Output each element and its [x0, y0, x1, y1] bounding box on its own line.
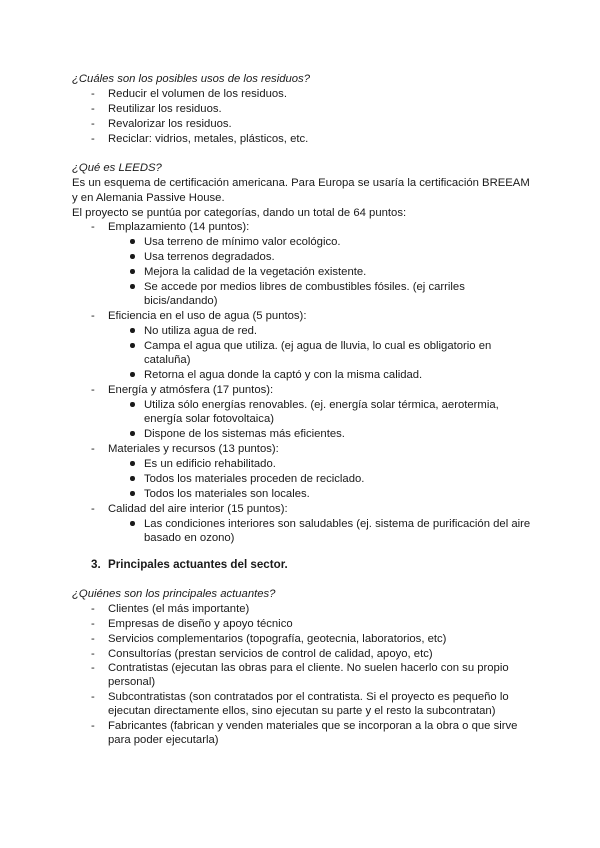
dash-bullet: - [91, 603, 95, 615]
list-item-continuation: para poder ejecutarla) [108, 734, 219, 746]
section-title: Principales actuantes del sector. [108, 558, 288, 571]
question-actuantes: ¿Quiénes son los principales actuantes? [72, 588, 276, 600]
list-item: Es un edificio rehabilitado. [144, 458, 276, 470]
list-item: Todos los materiales son locales. [144, 488, 310, 500]
section-number: 3. [91, 558, 101, 571]
dash-bullet: - [91, 691, 95, 703]
category-label: Calidad del aire interior (15 puntos): [108, 503, 288, 515]
list-item-continuation: energía solar fotovoltaica) [144, 413, 274, 425]
dash-bullet: - [91, 503, 95, 515]
list-item: Las condiciones interiores son saludables (ej. sistema de purificación del aire [144, 518, 531, 530]
bullet-dot [130, 269, 135, 274]
list-item: Subcontratistas (son contratados por el contratista. Si el proyecto es pequeño lo [108, 691, 509, 703]
question-residuos: ¿Cuáles son los posibles usos de los residuos? [72, 73, 310, 85]
list-item: Utiliza sólo energías renovables. (ej. energía solar térmica, aerotermia, [144, 399, 499, 411]
list-item: Se accede por medios libres de combustibles fósiles. (ej carriles [144, 281, 465, 293]
dash-bullet: - [91, 384, 95, 396]
paragraph-line: Es un esquema de certificación americana. Para Europa se usaría la certificación BREEAM [72, 177, 530, 189]
list-item: Fabricantes (fabrican y venden materiales que se incorporan a la obra o que sirve [108, 720, 518, 732]
list-item: Reutilizar los residuos. [108, 103, 222, 115]
list-item: Clientes (el más importante) [108, 603, 250, 615]
category-label: Materiales y recursos (13 puntos): [108, 443, 279, 455]
bullet-dot [130, 372, 135, 377]
dash-bullet: - [91, 648, 95, 660]
list-item: Campa el agua que utiliza. (ej agua de lluvia, lo cual es obligatorio en [144, 340, 492, 352]
list-item: Revalorizar los residuos. [108, 118, 232, 130]
bullet-dot [130, 476, 135, 481]
list-item: Mejora la calidad de la vegetación existente. [144, 266, 367, 278]
list-item: Todos los materiales proceden de reciclado. [144, 473, 365, 485]
dash-bullet: - [91, 310, 95, 322]
list-item-continuation: personal) [108, 676, 156, 688]
list-item-continuation: bicis/andando) [144, 295, 218, 307]
list-item: Reducir el volumen de los residuos. [108, 88, 287, 100]
dash-bullet: - [91, 662, 95, 674]
paragraph-line: y en Alemania Passive House. [72, 192, 225, 204]
bullet-dot [130, 239, 135, 244]
dash-bullet: - [91, 88, 95, 100]
bullet-dot [130, 431, 135, 436]
bullet-dot [130, 491, 135, 496]
category-label: Energía y atmósfera (17 puntos): [108, 384, 274, 396]
paragraph-line: El proyecto se puntúa por categorías, dando un total de 64 puntos: [72, 207, 407, 219]
bullet-dot [130, 521, 135, 526]
dash-bullet: - [91, 633, 95, 645]
list-item: Dispone de los sistemas más eficientes. [144, 428, 345, 440]
bullet-dot [130, 254, 135, 259]
list-item: Consultorías (prestan servicios de control de calidad, apoyo, etc) [108, 648, 433, 660]
bullet-dot [130, 328, 135, 333]
list-item: Retorna el agua donde la captó y con la misma calidad. [144, 369, 423, 381]
question-leeds: ¿Qué es LEEDS? [72, 162, 162, 174]
list-item: Servicios complementarios (topografía, geotecnia, laboratorios, etc) [108, 633, 447, 645]
dash-bullet: - [91, 221, 95, 233]
list-item: Usa terreno de mínimo valor ecológico. [144, 236, 341, 248]
category-label: Eficiencia en el uso de agua (5 puntos): [108, 310, 307, 322]
dash-bullet: - [91, 133, 95, 145]
list-item-continuation: basado en ozono) [144, 532, 235, 544]
list-item: No utiliza agua de red. [144, 325, 258, 337]
dash-bullet: - [91, 103, 95, 115]
list-item: Reciclar: vidrios, metales, plásticos, etc. [108, 133, 309, 145]
dash-bullet: - [91, 720, 95, 732]
category-label: Emplazamiento (14 puntos): [108, 221, 250, 233]
dash-bullet: - [91, 618, 95, 630]
dash-bullet: - [91, 118, 95, 130]
bullet-dot [130, 284, 135, 289]
dash-bullet: - [91, 443, 95, 455]
bullet-dot [130, 402, 135, 407]
list-item-continuation: ejecutan directamente ellos, sino ejecutan su parte y el resto la subcontratan) [108, 705, 496, 717]
list-item: Empresas de diseño y apoyo técnico [108, 618, 293, 630]
list-item-continuation: cataluña) [144, 354, 191, 366]
list-item: Usa terrenos degradados. [144, 251, 275, 263]
list-item: Contratistas (ejecutan las obras para el cliente. No suelen hacerlo con su propio [108, 662, 509, 674]
bullet-dot [130, 461, 135, 466]
bullet-dot [130, 343, 135, 348]
